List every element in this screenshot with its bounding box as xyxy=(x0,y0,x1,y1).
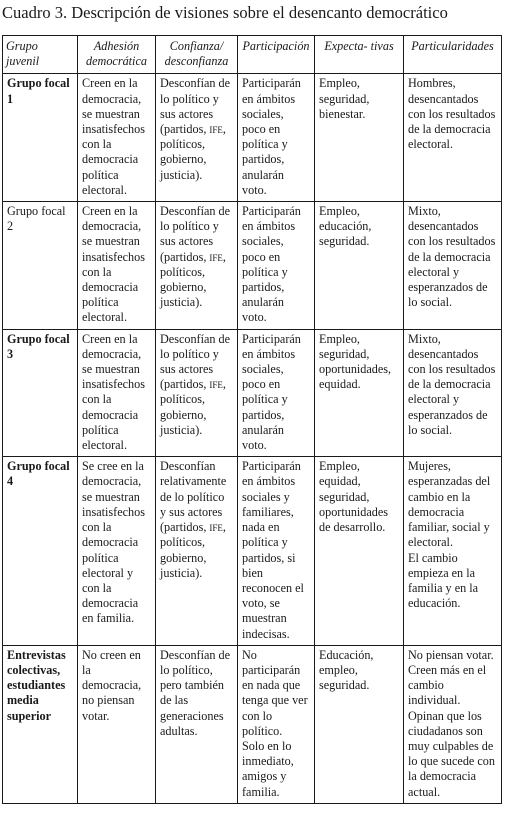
adhesion-cell: Creen en la democracia, se muestran insatisfechos con la democracia política electoral. xyxy=(78,202,156,330)
particularidades-cell: Mixto, desencantados con los resultados de la democracia electoral y esperanzados de lo social. xyxy=(404,329,502,457)
participacion-cell: No participarán en nada que tenga que ver con lo político. Solo en lo inmediato, amigos y familia. xyxy=(238,645,315,803)
expectativas-cell: Empleo, seguridad, bienestar. xyxy=(315,74,404,202)
header-particularidades: Particularidades xyxy=(404,36,502,74)
header-confianza: Confianza/ desconfianza xyxy=(156,36,238,74)
header-row xyxy=(3,36,502,74)
group-cell: Grupo focal 1 xyxy=(3,74,78,202)
confianza-cell: Desconfían de lo político y sus actores (partidos, ife, políticos, gobierno, justicia). xyxy=(156,74,238,202)
participacion-cell: Participarán en ámbitos sociales, poco en política y partidos, anularán voto. xyxy=(238,329,315,457)
group-cell: Entrevistas colectivas, estudiantes media superior xyxy=(3,645,78,803)
header-participacion: Participación xyxy=(238,36,315,74)
header-grupo-juvenil: Grupo juvenil xyxy=(3,36,78,74)
particularidades-cell: No piensan votar. Creen más en el cambio individual. Opinan que los ciudadanos son muy culpables de lo que sucede con la democracia actual. xyxy=(404,645,502,803)
visions-table xyxy=(2,35,502,804)
confianza-cell: Desconfían de lo político y sus actores (partidos, ife, políticos, gobierno, justicia). xyxy=(156,329,238,457)
table-row xyxy=(3,74,502,202)
adhesion-cell: Creen en la democracia, se muestran insatisfechos con la democracia política electoral. xyxy=(78,329,156,457)
expectativas-cell: Empleo, seguridad, oportunidades, equidad. xyxy=(315,329,404,457)
table-row xyxy=(3,457,502,645)
particularidades-cell: Mujeres, esperanzadas del cambio en la democracia familiar, social y electoral. El cambio empieza en la familia y en la educación. xyxy=(404,457,502,645)
ife-acronym: ife xyxy=(209,377,223,392)
adhesion-cell: Se cree en la democracia, se muestran insatisfechos con la democracia política electoral y con la democracia en familia. xyxy=(78,457,156,645)
confianza-cell: Desconfían de lo político, pero también de las generaciones adultas. xyxy=(156,645,238,803)
participacion-cell: Participarán en ámbitos sociales, poco en política y partidos, anularán voto. xyxy=(238,74,315,202)
group-cell: Grupo focal 2 xyxy=(3,202,78,330)
table-row xyxy=(3,202,502,330)
table-caption: Cuadro 3. Descripción de visiones sobre el desencanto democrático xyxy=(2,3,448,22)
header-adhesion: Adhesión democrática xyxy=(78,36,156,74)
particularidades-cell: Mixto, desencantados con los resultados de la democracia electoral y esperanzados de lo social. xyxy=(404,202,502,330)
adhesion-cell: Creen en la democracia, se muestran insatisfechos con la democracia política electoral. xyxy=(78,74,156,202)
group-cell: Grupo focal 4 xyxy=(3,457,78,645)
participacion-cell: Participarán en ámbitos sociales, poco en política y partidos, anularán voto. xyxy=(238,202,315,330)
particularidades-cell: Hombres, desencantados con los resultados de la democracia electoral. xyxy=(404,74,502,202)
header-expectativas: Expecta- tivas xyxy=(315,36,404,74)
participacion-cell: Participarán en ámbitos sociales y familiares, nada en política y partidos, si bien reconocen el voto, se muestran indecisas. xyxy=(238,457,315,645)
group-cell: Grupo focal 3 xyxy=(3,329,78,457)
ife-acronym: ife xyxy=(209,249,223,264)
adhesion-cell: No creen en la democracia, no piensan votar. xyxy=(78,645,156,803)
expectativas-cell: Empleo, equidad, seguridad, oportunidades de desarrollo. xyxy=(315,457,404,645)
table-row xyxy=(3,329,502,457)
expectativas-cell: Empleo, educación, seguridad. xyxy=(315,202,404,330)
expectativas-cell: Educación, empleo, seguridad. xyxy=(315,645,404,803)
confianza-cell: Desconfían de lo político y sus actores (partidos, ife, políticos, gobierno, justicia). xyxy=(156,202,238,330)
ife-acronym: ife xyxy=(209,122,223,137)
ife-acronym: ife xyxy=(209,520,223,535)
table-row xyxy=(3,645,502,803)
confianza-cell: Desconfían relativamente de lo político y sus actores (partidos, ife, políticos, gobierno, justicia). xyxy=(156,457,238,645)
